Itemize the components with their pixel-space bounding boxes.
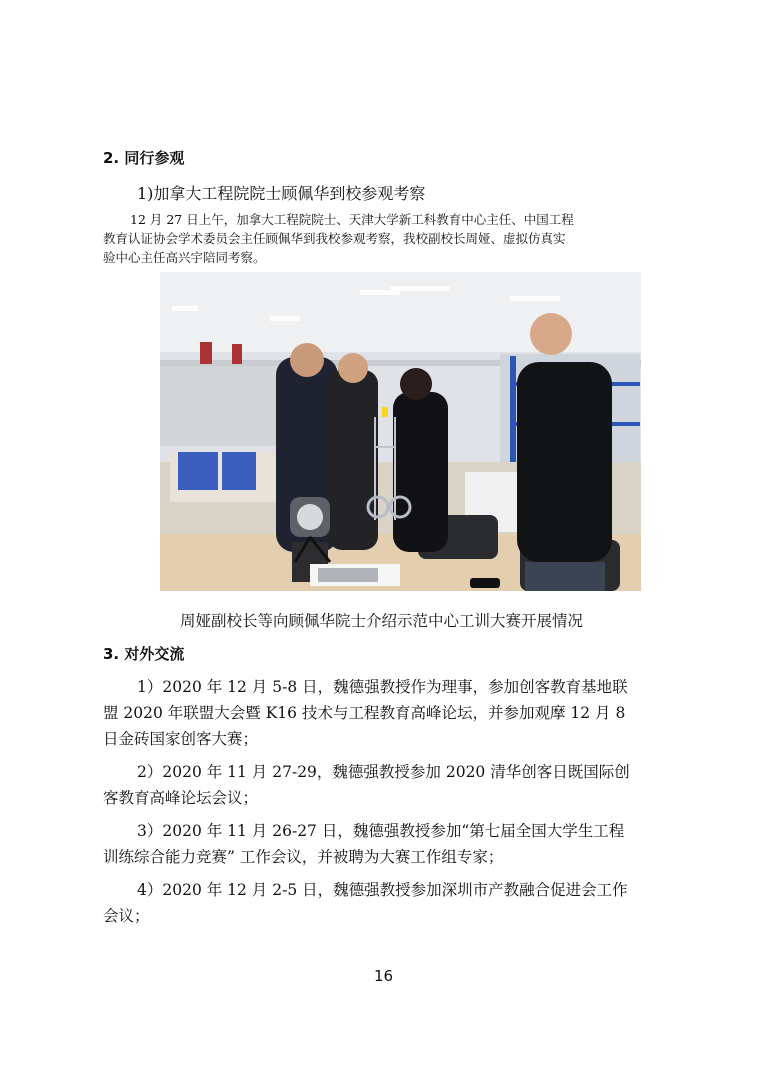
page-number: 16 bbox=[374, 967, 394, 985]
section-heading-external-exchange: 3. 对外交流 bbox=[103, 645, 185, 663]
exchange-item-1-line-2: 盟 2020 年联盟大会暨 K16 技术与工程教育高峰论坛，并参加观摩 12 月 8 bbox=[103, 704, 626, 722]
visit-text-line-1: 12 月 27 日上午，加拿大工程院院士、天津大学新工科教育中心主任、中国工程 bbox=[130, 212, 574, 227]
exchange-item-1-line-3: 日金砖国家创客大赛； bbox=[103, 730, 259, 748]
photo-caption: 周娅副校长等向顾佩华院士介绍示范中心工训大赛开展情况 bbox=[180, 612, 584, 630]
exchange-item-4-line-2: 会议； bbox=[103, 907, 150, 925]
visit-photo-illustration bbox=[160, 272, 641, 591]
visit-text-line-3: 验中心主任高兴宇陪同考察。 bbox=[103, 250, 266, 265]
section-heading-peer-visit: 2. 同行参观 bbox=[103, 149, 185, 167]
exchange-item-2-line-2: 客教育高峰论坛会议； bbox=[103, 789, 259, 807]
visit-photo bbox=[160, 272, 641, 591]
visit-text-line-2: 教育认证协会学术委员会主任顾佩华到我校参观考察，我校副校长周娅、虚拟仿真实 bbox=[103, 231, 566, 246]
subsection-heading-academician-visit: 1)加拿大工程院院士顾佩华到校参观考察 bbox=[137, 184, 426, 203]
exchange-item-3-line-2: 训练综合能力竞赛” 工作会议，并被聘为大赛工作组专家； bbox=[103, 848, 504, 866]
exchange-item-3-line-1: 3）2020 年 11 月 26-27 日，魏德强教授参加“第七届全国大学生工程 bbox=[137, 822, 625, 840]
exchange-item-4-line-1: 4）2020 年 12 月 2-5 日，魏德强教授参加深圳市产教融合促进会工作 bbox=[137, 881, 628, 899]
exchange-item-1-line-1: 1）2020 年 12 月 5-8 日，魏德强教授作为理事，参加创客教育基地联 bbox=[137, 678, 628, 696]
exchange-item-2-line-1: 2）2020 年 11 月 27-29，魏德强教授参加 2020 清华创客日既国际创 bbox=[137, 763, 630, 781]
